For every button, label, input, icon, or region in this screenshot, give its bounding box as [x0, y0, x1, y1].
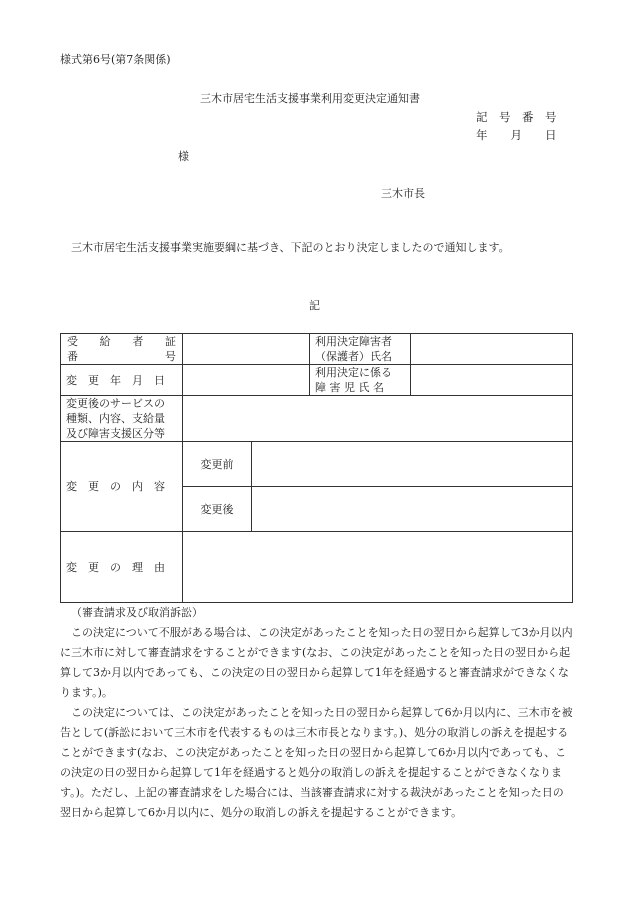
reason-label: 変 更 の 理 由: [61, 532, 183, 603]
service-label-line1: 変更後のサービスの: [66, 397, 165, 410]
before-value: [252, 442, 573, 487]
change-date-value: [183, 365, 310, 396]
reason-value: [183, 532, 573, 603]
recipient-number-label: [61, 334, 183, 365]
recipient-number-label-line1: 受 給 者 証: [67, 335, 176, 348]
child-name-label-line1: 利用決定に係る: [315, 366, 392, 379]
before-label: 変更前: [183, 442, 252, 487]
notes-paragraph-1: この決定について不服がある場合は、この決定があったことを知った日の翌日から起算して3か月以内に三木市に対して審査請求をすることができます(なお、この決定があったことを知った日の翌日から起算して3か月以内であっても、この決定の日の翌日から起算して1年を経過すると審査請求ができなくなります。)。: [60, 626, 573, 699]
form-number: 様式第6号(第7条関係): [60, 53, 171, 66]
child-name-label: [310, 365, 411, 396]
recipient-suffix: 様: [178, 150, 189, 163]
decision-table: [60, 333, 573, 603]
table-row: [61, 532, 573, 603]
user-name-label-line1: 利用決定障害者: [315, 335, 392, 348]
recipient-number-value: [183, 334, 310, 365]
appeal-notes: [60, 603, 573, 823]
user-name-value: [411, 334, 573, 365]
service-label-line2: 種類、内容、支給量: [66, 412, 165, 425]
document-number-label: 記 号 番 号: [476, 110, 557, 124]
service-label: [61, 396, 183, 442]
user-name-label-line2: （保護者）氏名: [315, 350, 392, 363]
notes-heading: （審査請求及び取消訴訟）: [71, 606, 203, 619]
ki-heading: 記: [309, 299, 320, 312]
after-value: [252, 487, 573, 532]
table-row: [61, 365, 573, 396]
table-row: [61, 442, 573, 487]
document-title: 三木市居宅生活支援事業利用変更決定通知書: [200, 92, 420, 105]
service-value: [183, 396, 573, 442]
date-label: 年 月 日: [476, 128, 557, 142]
after-label: 変更後: [183, 487, 252, 532]
change-date-label: 変 更 年 月 日: [61, 365, 183, 396]
user-name-label: [310, 334, 411, 365]
table-row: [61, 334, 573, 365]
intro-text: 三木市居宅生活支援事業実施要綱に基づき、下記のとおり決定しましたので通知します。: [71, 241, 510, 254]
issuer: 三木市長: [381, 187, 425, 200]
child-name-label-line2: 障 害 児 氏 名: [315, 381, 384, 394]
recipient-number-label-line2: 番 号: [67, 350, 176, 363]
change-content-label: 変 更 の 内 容: [61, 442, 183, 532]
child-name-value: [411, 365, 573, 396]
table-row: [61, 396, 573, 442]
service-label-line3: 及び障害支援区分等: [66, 427, 165, 440]
notes-paragraph-2: この決定については、この決定があったことを知った日の翌日から起算して6か月以内に、三木市を被告として(訴訟において三木市を代表するものは三木市長となります。)、処分の取消しの訴えを提起することができます(なお、この決定があったことを知った日の翌日から起算して6か月以内であっても、この決定の日の翌日から起算して1年を経過すると処分の取消しの訴えを提起することができなくなります。)。ただし、上記の審査請求をした場合には、当該審査請求に対する裁決があったことを知った日の翌日から起算して6か月以内に、処分の取消しの訴えを提起することができます。: [60, 706, 573, 819]
